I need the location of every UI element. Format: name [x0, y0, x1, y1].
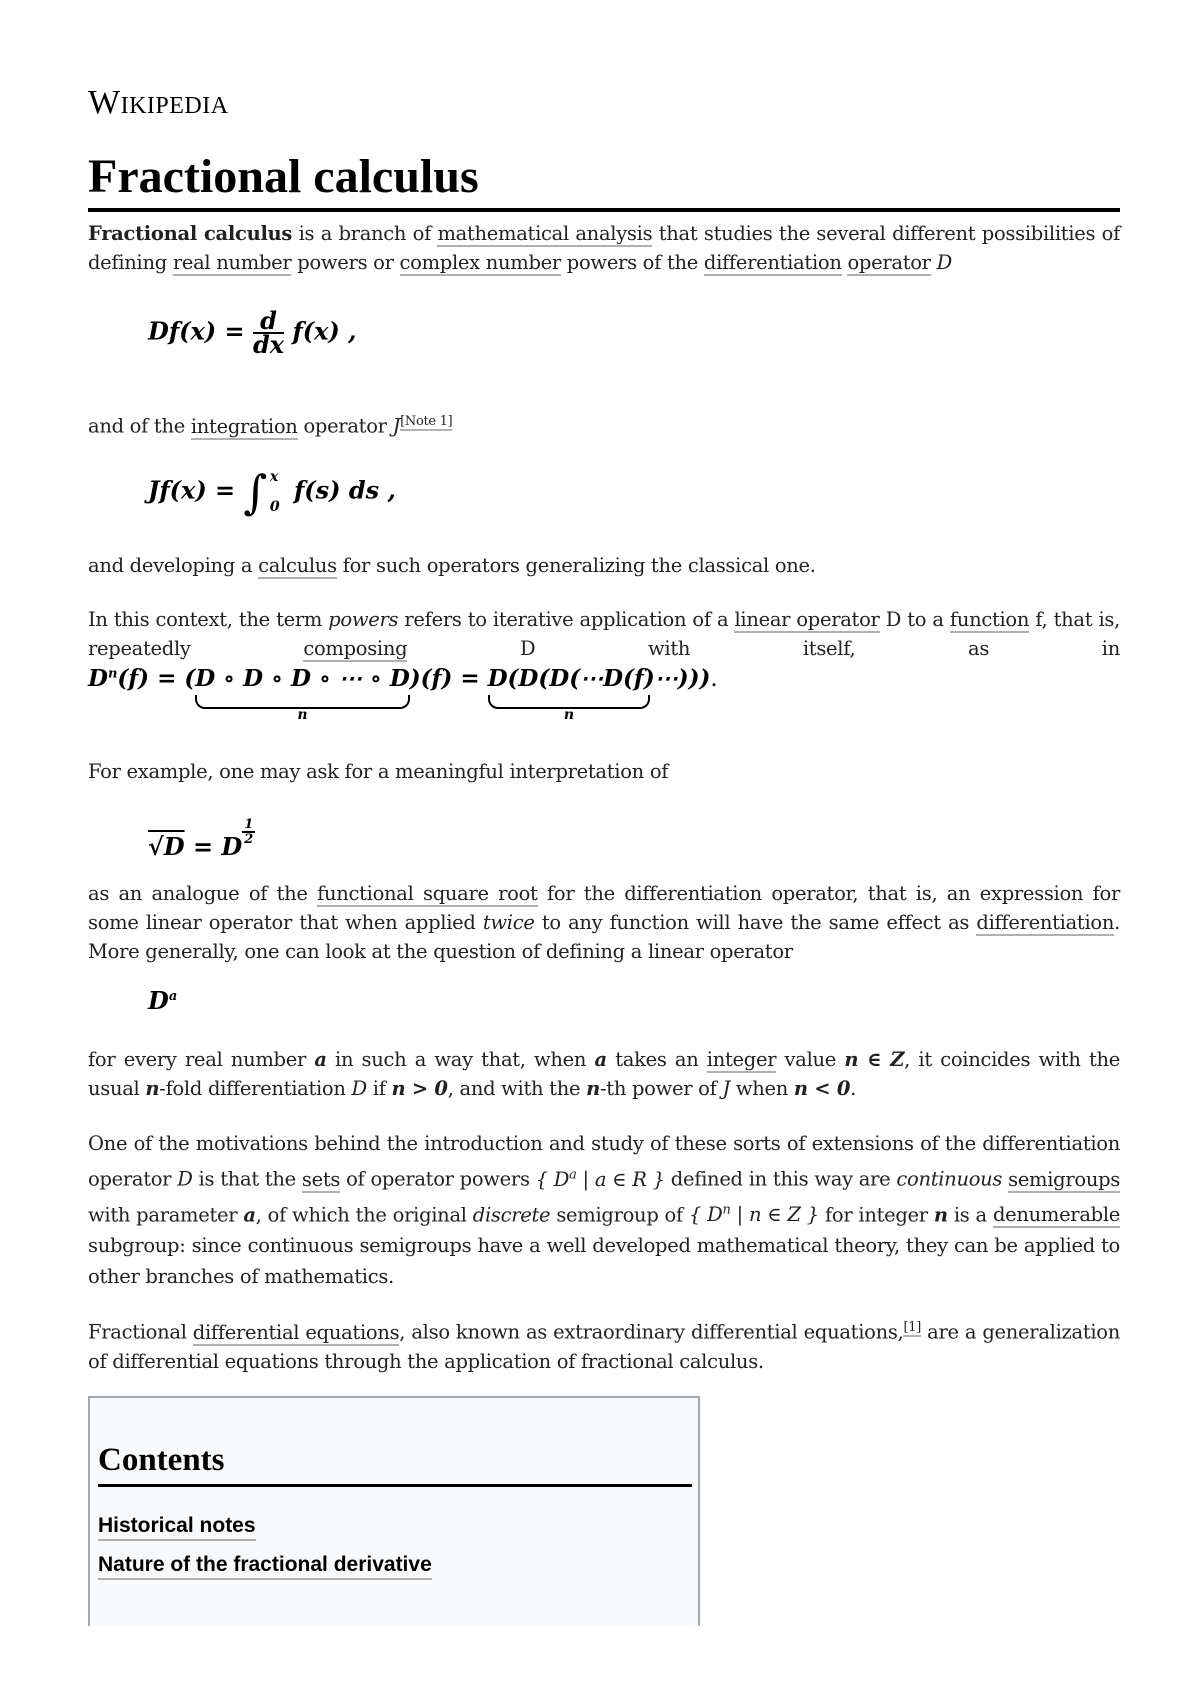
set2-tail: | n ∈ Z }: [730, 1203, 819, 1226]
link-sets[interactable]: sets: [301, 1167, 341, 1191]
eq5-sup-a: a: [168, 989, 178, 1004]
text: for every real number: [88, 1048, 315, 1071]
eq2-rhs: f(s) ds ,: [293, 475, 396, 505]
math-set-discrete: [689, 1203, 819, 1226]
text: as an analogue of the: [88, 882, 318, 905]
integral-sign: ∫: [243, 465, 268, 519]
reference-1-link[interactable]: [1]: [903, 1320, 921, 1335]
text: takes an: [606, 1048, 707, 1071]
link-functional-square-root[interactable]: functional square root: [317, 882, 538, 905]
table-of-contents: [88, 1396, 700, 1626]
text: One of the motivations behind the introduction and study of these sorts of extensions of the differentiation operator: [88, 1132, 1120, 1191]
note-1-link[interactable]: [Note 1]: [400, 414, 453, 429]
set2-open: { D: [688, 1203, 723, 1226]
text: , and with the: [447, 1077, 587, 1100]
math-n-gt-0: n > 0: [391, 1077, 448, 1100]
text: powers or: [291, 251, 400, 274]
var-J: J: [392, 414, 401, 438]
motivation-paragraph: [88, 1128, 1120, 1292]
text: when: [729, 1077, 794, 1100]
eq5-D: D: [148, 986, 169, 1015]
eq1-rhs: f(x) ,: [292, 316, 357, 346]
text: , also known as extraordinary differential equations,: [399, 1320, 904, 1344]
link-calculus[interactable]: calculus: [258, 554, 337, 577]
fde-paragraph: [88, 1313, 1120, 1376]
link-differential-equations[interactable]: differential equations: [192, 1320, 400, 1344]
analogue-paragraph: [88, 879, 1120, 966]
eq1-denominator: dx: [252, 330, 285, 359]
equation-composition: [88, 665, 718, 723]
var-a: a: [314, 1048, 327, 1071]
example-paragraph: For example, one may ask for a meaningful interpretation of: [88, 760, 669, 783]
eq1-lhs: Df(x) =: [148, 316, 245, 346]
text: and of the: [88, 414, 191, 438]
text: semigroup of: [550, 1203, 689, 1226]
integration-paragraph: [88, 407, 1120, 441]
link-real-number[interactable]: real number: [172, 251, 292, 274]
eq4-rhs: = D: [184, 832, 243, 861]
text: with parameter: [88, 1203, 244, 1226]
text: for such operators generalizing the classical one.: [336, 554, 816, 577]
underbrace-label-2: n: [563, 707, 575, 723]
eq3-mid: )(f) =: [409, 665, 488, 692]
toc-item-nature-of-fractional-derivative[interactable]: Nature of the fractional derivative: [98, 1552, 432, 1580]
eq3-sup-n: n: [107, 666, 118, 682]
link-operator[interactable]: operator: [847, 251, 931, 274]
link-composing[interactable]: composing: [303, 637, 408, 660]
text: for the differentiation operator, that is, an expression for some linear operator that when applied: [88, 882, 1120, 934]
toc-heading: Contents: [98, 1440, 692, 1487]
composition-underbrace: [195, 665, 410, 723]
var-n: n: [586, 1077, 601, 1100]
var-a: a: [594, 1048, 607, 1071]
eq4-exponent: [242, 818, 255, 846]
nested-underbrace: [487, 665, 711, 723]
eq3-period: .: [710, 666, 718, 692]
developing-paragraph: [88, 551, 1120, 580]
term-bold: Fractional calculus: [88, 222, 293, 245]
equation-sqrt: [148, 818, 255, 861]
text: Fractional: [88, 1320, 193, 1344]
wikipedia-logo[interactable]: [88, 84, 229, 122]
toc-item-historical-notes[interactable]: Historical notes: [98, 1513, 256, 1541]
link-differentiation[interactable]: differentiation: [703, 251, 842, 274]
real-number-paragraph: [88, 1045, 1120, 1103]
equation-D-alpha: [148, 986, 177, 1015]
text: .: [850, 1077, 856, 1100]
text: -fold differentiation: [159, 1077, 352, 1100]
eq3-D: D: [88, 665, 108, 692]
link-semigroups[interactable]: semigroups: [1008, 1167, 1120, 1191]
var-n: n: [145, 1077, 160, 1100]
wikipedia-wordmark: Wikipedia: [88, 84, 229, 121]
eq3-composed: D ∘ D ∘ D ∘ ⋯ ∘ D: [195, 665, 410, 692]
text: in such a way that, when: [326, 1048, 595, 1071]
math-n-lt-0: n < 0: [793, 1077, 851, 1100]
var-D: D: [936, 251, 952, 274]
lower-limit: 0: [269, 499, 280, 515]
link-denumerable[interactable]: denumerable: [992, 1203, 1121, 1226]
equation-integral: [148, 462, 396, 522]
emphasis-continuous: continuous: [896, 1167, 1003, 1191]
link-integration[interactable]: integration: [190, 414, 298, 438]
exp-denominator: 2: [244, 832, 254, 847]
set1-open: { D: [535, 1167, 570, 1191]
eq2-lhs: Jf(x) =: [148, 475, 236, 505]
text: for integer: [818, 1203, 934, 1226]
set2-sup: n: [722, 1202, 731, 1218]
text: defined in this way are: [664, 1167, 897, 1191]
integral-limits: [270, 462, 280, 522]
eq3-nested: D(D(D(⋯D(f)⋯))): [487, 665, 711, 692]
text: value: [776, 1048, 845, 1071]
var-J: J: [722, 1077, 730, 1100]
context-paragraph: [88, 605, 1120, 663]
eq3-lhs-tail: (f) = (: [117, 665, 196, 692]
text: if: [366, 1077, 392, 1100]
emphasis-twice: twice: [482, 911, 535, 934]
var-D: D: [351, 1077, 367, 1100]
text: . More generally, one can look at the question of defining a linear operator: [88, 911, 1120, 963]
text: to any function will have the same effect as: [534, 911, 977, 934]
set1-sup: a: [569, 1167, 577, 1182]
link-linear-operator[interactable]: linear operator: [734, 608, 880, 631]
var-n: n: [933, 1203, 948, 1226]
text: In this context, the term: [88, 608, 329, 631]
link-mathematical-analysis[interactable]: mathematical analysis: [437, 222, 653, 245]
text: D with itself, as in: [407, 637, 1120, 660]
exp-numerator: 1: [244, 817, 254, 832]
eq1-numerator: d: [253, 310, 284, 334]
text: subgroup: since continuous semigroups have a well developed mathematical theory, they can be applied to other branches of mathematics.: [88, 1234, 1120, 1288]
text: and developing a: [88, 554, 259, 577]
link-integer[interactable]: integer: [706, 1048, 777, 1071]
var-a: a: [243, 1203, 256, 1226]
upper-limit: x: [269, 469, 279, 485]
set1-tail: | a ∈ R }: [576, 1167, 665, 1191]
text: of operator powers: [340, 1167, 536, 1191]
eq1-fraction: [252, 306, 285, 359]
text: , it coincides with the usual: [88, 1048, 1120, 1100]
emphasis-powers: powers: [328, 608, 399, 631]
text: D to a: [879, 608, 950, 631]
text: operator: [297, 414, 393, 438]
page-title: Fractional calculus: [88, 148, 1120, 212]
emphasis-discrete: discrete: [472, 1203, 551, 1226]
link-function[interactable]: function: [949, 608, 1030, 631]
var-D: D: [177, 1167, 193, 1191]
sqrt-D: √D: [148, 832, 185, 861]
math-n-in-Z: n ∈ Z: [844, 1048, 905, 1071]
text: powers of the: [560, 251, 704, 274]
text: that studies the several different possibilities of defining: [88, 222, 1120, 274]
intro-paragraph: [88, 219, 1120, 277]
text: is a branch of: [292, 222, 438, 245]
text: -th power of: [600, 1077, 723, 1100]
text: is a: [947, 1203, 993, 1226]
underbrace-label-1: n: [297, 707, 308, 723]
link-differentiation-2[interactable]: differentiation: [976, 911, 1115, 934]
text: refers to iterative application of a: [398, 608, 735, 631]
link-complex-number[interactable]: complex number: [399, 251, 561, 274]
text: , of which the original: [255, 1203, 473, 1226]
text: is that the: [192, 1167, 302, 1191]
text: are a generalization of differential equations through the application of fractional calculus.: [88, 1320, 1120, 1373]
text: f, that is, repeatedly: [88, 608, 1120, 660]
equation-derivative: [148, 306, 357, 359]
math-set-continuous: [536, 1168, 665, 1191]
